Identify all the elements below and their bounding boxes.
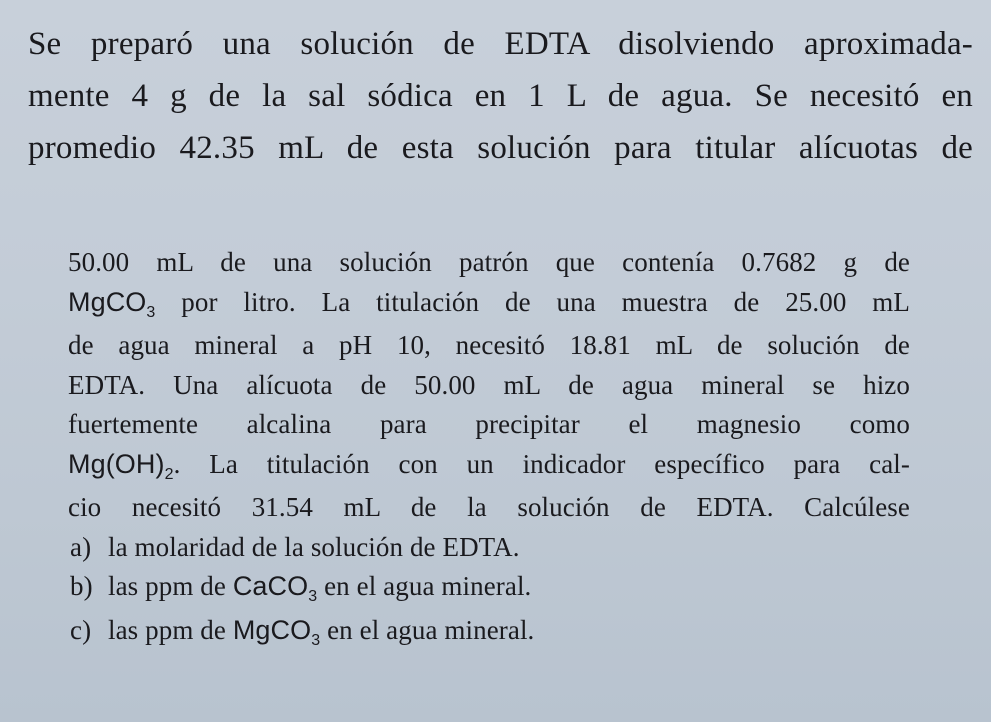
intro-line: promedio 42.35 mL de esta solución para titular alícuotas de <box>28 130 973 166</box>
formula-text: Mg(OH) <box>68 448 165 479</box>
item-text: la molaridad de la solución de EDTA. <box>108 531 520 562</box>
intro-line: mente 4 g de la sal sódica en 1 L de agua. Se necesitó en <box>28 78 973 114</box>
item-text: las ppm de <box>108 614 233 645</box>
body-line-text: por litro. La titulación de una muestra de 25.00 mL <box>155 286 910 317</box>
item-text: en el agua mineral. <box>320 614 535 645</box>
formula-text: CaCO <box>232 571 309 601</box>
item-marker: b) <box>70 571 93 601</box>
item-text: las ppm de <box>108 571 233 601</box>
item-marker: a) <box>70 531 92 562</box>
body-line: 50.00 mL de una solución patrón que contenía 0.7682 g de <box>68 247 910 277</box>
problem-body-paragraph <box>68 243 910 654</box>
formula-text: MgCO <box>232 614 312 645</box>
formula-subscript: 3 <box>146 303 156 321</box>
intro-line: Se preparó una solución de EDTA disolviendo aproximada- <box>28 26 973 62</box>
formula-subscript: 3 <box>311 631 321 649</box>
question-item-b <box>68 567 910 611</box>
problem-intro-paragraph <box>28 18 973 174</box>
question-item-c <box>68 611 910 655</box>
chemical-formula <box>68 448 174 483</box>
question-item-a <box>68 528 910 568</box>
body-line <box>68 283 910 327</box>
chemical-formula <box>68 286 156 321</box>
chemical-formula <box>232 614 321 649</box>
body-line: fuertemente alcalina para precipitar el magnesio como <box>68 409 910 439</box>
formula-subscript: 3 <box>308 588 318 605</box>
body-line: de agua mineral a pH 10, necesitó 18.81 mL de solución de <box>68 330 910 360</box>
body-line: cio necesitó 31.54 mL de la solución de EDTA. Calcúlese <box>68 492 910 522</box>
formula-subscript: 2 <box>164 465 174 483</box>
formula-text: MgCO <box>68 286 147 317</box>
body-line <box>68 445 910 489</box>
body-line: EDTA. Una alícuota de 50.00 mL de agua mineral se hizo <box>68 369 910 400</box>
body-line-text: . La titulación con un indicador específico para cal- <box>173 448 910 479</box>
chemical-formula <box>232 571 318 605</box>
item-text: en el agua mineral. <box>317 571 532 601</box>
item-marker: c) <box>70 614 92 645</box>
